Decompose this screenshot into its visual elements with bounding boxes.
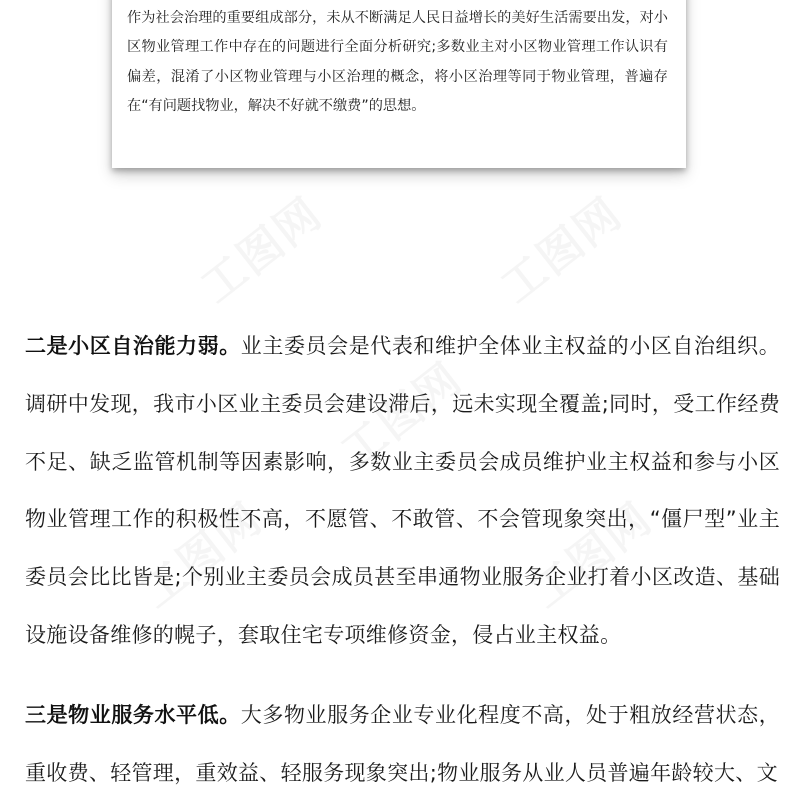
- paragraph-body-text: 大多物业服务企业专业化程度不高，处于粗放经营状态，重收费、轻管理，重效益、轻服务现象突出;物业服务从业人员普遍年龄较大、文: [25, 703, 781, 785]
- paragraph-service-level: [25, 687, 780, 803]
- paragraph-body-text: 业主委员会是代表和维护全体业主权益的小区自治组织。调研中发现，我市小区业主委员会建设滞后，远未实现全覆盖;同时，受工作经费不足、缺乏监管机制等因素影响，多数业主委员会成员维护业主权益和参与小区物业管理工作的积极性不高，不愿管、不敢管、不会管现象突出，“僵尸型”业主委员会比比皆是;个别业主委员会成员甚至串通物业服务企业打着小区改造、基础设施设备维修的幌子，套取住宅专项维修资金，侵占业主权益。: [25, 334, 781, 647]
- paragraph-community-autonomy: [25, 318, 780, 665]
- watermark: 工图网: [331, 352, 472, 479]
- watermark: 工图网: [491, 187, 632, 314]
- watermark: 工图网: [131, 492, 272, 619]
- quoted-text-card: [112, 0, 686, 168]
- card-paragraph: [127, 0, 668, 122]
- watermark: 工图网: [521, 492, 662, 619]
- watermark: 工图网: [191, 187, 332, 314]
- paragraph-lead-heading: 三是物业服务水平低。: [25, 703, 241, 727]
- card-body-text: 作为社会治理的重要组成部分，未从不断满足人民日益增长的美好生活需要出发，对小区物业管理工作中存在的问题进行全面分析研究;多数业主对小区物业管理工作认识有偏差，混淆了小区物业管理与小区治理的概念，将小区治理等同于物业管理，普遍存在“有问题找物业，解决不好就不缴费”的思想。: [127, 9, 668, 114]
- paragraph-lead-heading: 二是小区自治能力弱。: [25, 334, 241, 358]
